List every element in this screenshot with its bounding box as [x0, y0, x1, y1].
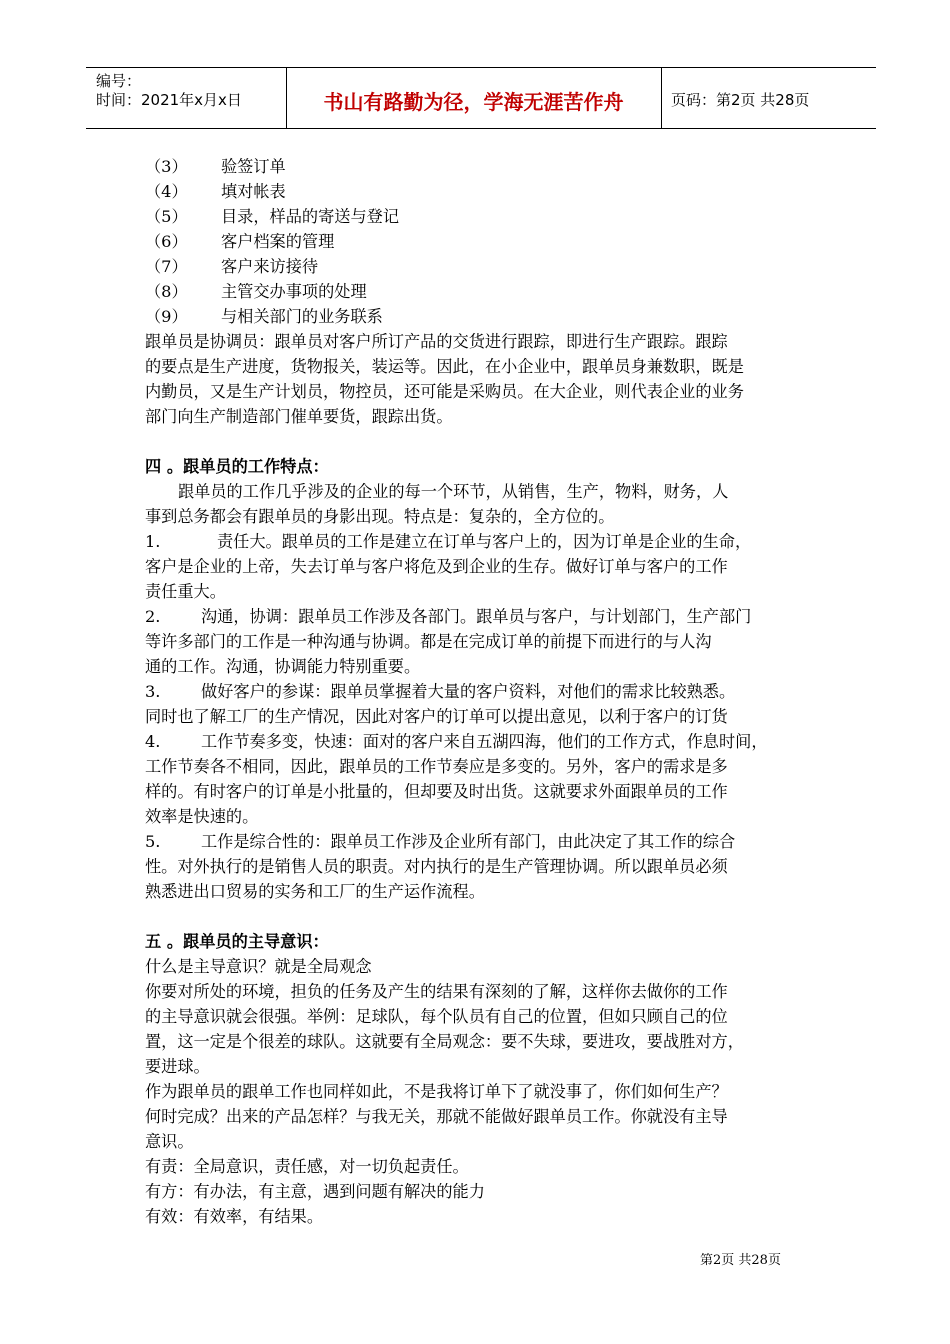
header-motto: 书山有路勤为径，学海无涯苦作舟	[323, 90, 624, 114]
section-heading: 四 。跟单员的工作特点：	[145, 457, 329, 476]
page-footer: 第2页 共28页	[700, 1253, 781, 1268]
paragraph-line: 有责：全局意识，责任感，对一切负起责任。	[145, 1157, 469, 1176]
paragraph-line: 有效：有效率，有结果。	[145, 1207, 324, 1226]
paragraph-line: 何时完成？出来的产品怎样？与我无关，那就不能做好跟单员工作。你就没有主导	[145, 1107, 728, 1126]
numbered-point: 5. 工作是综合性的：跟单员工作涉及企业所有部门，由此决定了其工作的综合	[145, 832, 736, 851]
document-body	[145, 154, 825, 1229]
paragraph-line: 跟单员的工作几乎涉及的企业的每一个环节，从销售，生产，物料，财务，人	[178, 482, 729, 501]
paragraph-line: 什么是主导意识？就是全局观念	[145, 957, 372, 976]
header-time: 时间：2021年x月x日	[96, 91, 242, 109]
paragraph-line: 效率是快速的。	[145, 807, 259, 826]
section-heading: 五 。跟单员的主导意识：	[145, 932, 329, 951]
numbered-point: 4. 工作节奏多变，快速：面对的客户来自五湖四海，他们的工作方式，作息时间，	[145, 732, 768, 751]
paragraph-line: 有方：有办法，有主意，遇到问题有解决的能力	[145, 1182, 485, 1201]
paragraph-line: 客户是企业的上帝，失去订单与客户将危及到企业的生存。做好订单与客户的工作	[145, 557, 728, 576]
paragraph-line: 的主导意识就会很强。举例：足球队，每个队员有自己的位置，但如只顾自己的位	[145, 1007, 728, 1026]
list-item: （7） 客户来访接待	[145, 257, 319, 276]
paragraph-line: 部门向生产制造部门催单要货，跟踪出货。	[145, 407, 453, 426]
paragraph-line: 性。对外执行的是销售人员的职责。对内执行的是生产管理协调。所以跟单员必须	[145, 857, 728, 876]
paragraph-line: 要进球。	[145, 1057, 210, 1076]
paragraph-line: 内勤员，又是生产计划员，物控员，还可能是采购员。在大企业，则代表企业的业务	[145, 382, 744, 401]
paragraph-line: 置，这一定是个很差的球队。这就要有全局观念：要不失球，要进攻，要战胜对方，	[145, 1032, 744, 1051]
paragraph-line: 样的。有时客户的订单是小批量的，但却要及时出货。这就要求外面跟单员的工作	[145, 782, 728, 801]
paragraph-line: 你要对所处的环境，担负的任务及产生的结果有深刻的了解，这样你去做你的工作	[145, 982, 728, 1001]
list-item: （3） 验签订单	[145, 157, 286, 176]
paragraph-line: 作为跟单员的跟单工作也同样如此，不是我将订单下了就没事了，你们如何生产？	[145, 1082, 728, 1101]
numbered-point: 3. 做好客户的参谋：跟单员掌握着大量的客户资料，对他们的需求比较熟悉。	[145, 682, 736, 701]
paragraph-line: 的要点是生产进度，货物报关，装运等。因此，在小企业中，跟单员身兼数职，既是	[145, 357, 744, 376]
paragraph-line: 意识。	[145, 1132, 194, 1151]
list-item: （5） 目录，样品的寄送与登记	[145, 207, 400, 226]
paragraph-line: 事到总务都会有跟单员的身影出现。特点是：复杂的，全方位的。	[145, 507, 615, 526]
paragraph-line: 责任重大。	[145, 582, 226, 601]
paragraph-line: 熟悉进出口贸易的实务和工厂的生产运作流程。	[145, 882, 485, 901]
list-item: （6） 客户档案的管理	[145, 232, 335, 251]
header-divider	[661, 68, 662, 128]
paragraph-line: 等许多部门的工作是一种沟通与协调。都是在完成订单的前提下而进行的与人沟	[145, 632, 712, 651]
paragraph-line: 工作节奏各不相同，因此，跟单员的工作节奏应是多变的。另外，客户的需求是多	[145, 757, 728, 776]
list-item: （8） 主管交办事项的处理	[145, 282, 367, 301]
numbered-point: 1. 责任大。跟单员的工作是建立在订单与客户上的，因为订单是企业的生命，	[145, 532, 752, 551]
paragraph-line: 同时也了解工厂的生产情况，因此对客户的订单可以提出意见，以利于客户的订货	[145, 707, 728, 726]
header-info	[96, 72, 242, 110]
page-header	[86, 67, 876, 129]
header-number: 编号：	[96, 72, 142, 90]
paragraph-line: 跟单员是协调员：跟单员对客户所订产品的交货进行跟踪，即进行生产跟踪。跟踪	[145, 332, 728, 351]
list-item: （9） 与相关部门的业务联系	[145, 307, 383, 326]
paragraph-line: 通的工作。沟通，协调能力特别重要。	[145, 657, 421, 676]
list-item: （4） 填对帐表	[145, 182, 286, 201]
numbered-point: 2. 沟通，协调：跟单员工作涉及各部门。跟单员与客户，与计划部门，生产部门	[145, 607, 752, 626]
header-page-number: 页码：第2页 共28页	[671, 91, 810, 109]
